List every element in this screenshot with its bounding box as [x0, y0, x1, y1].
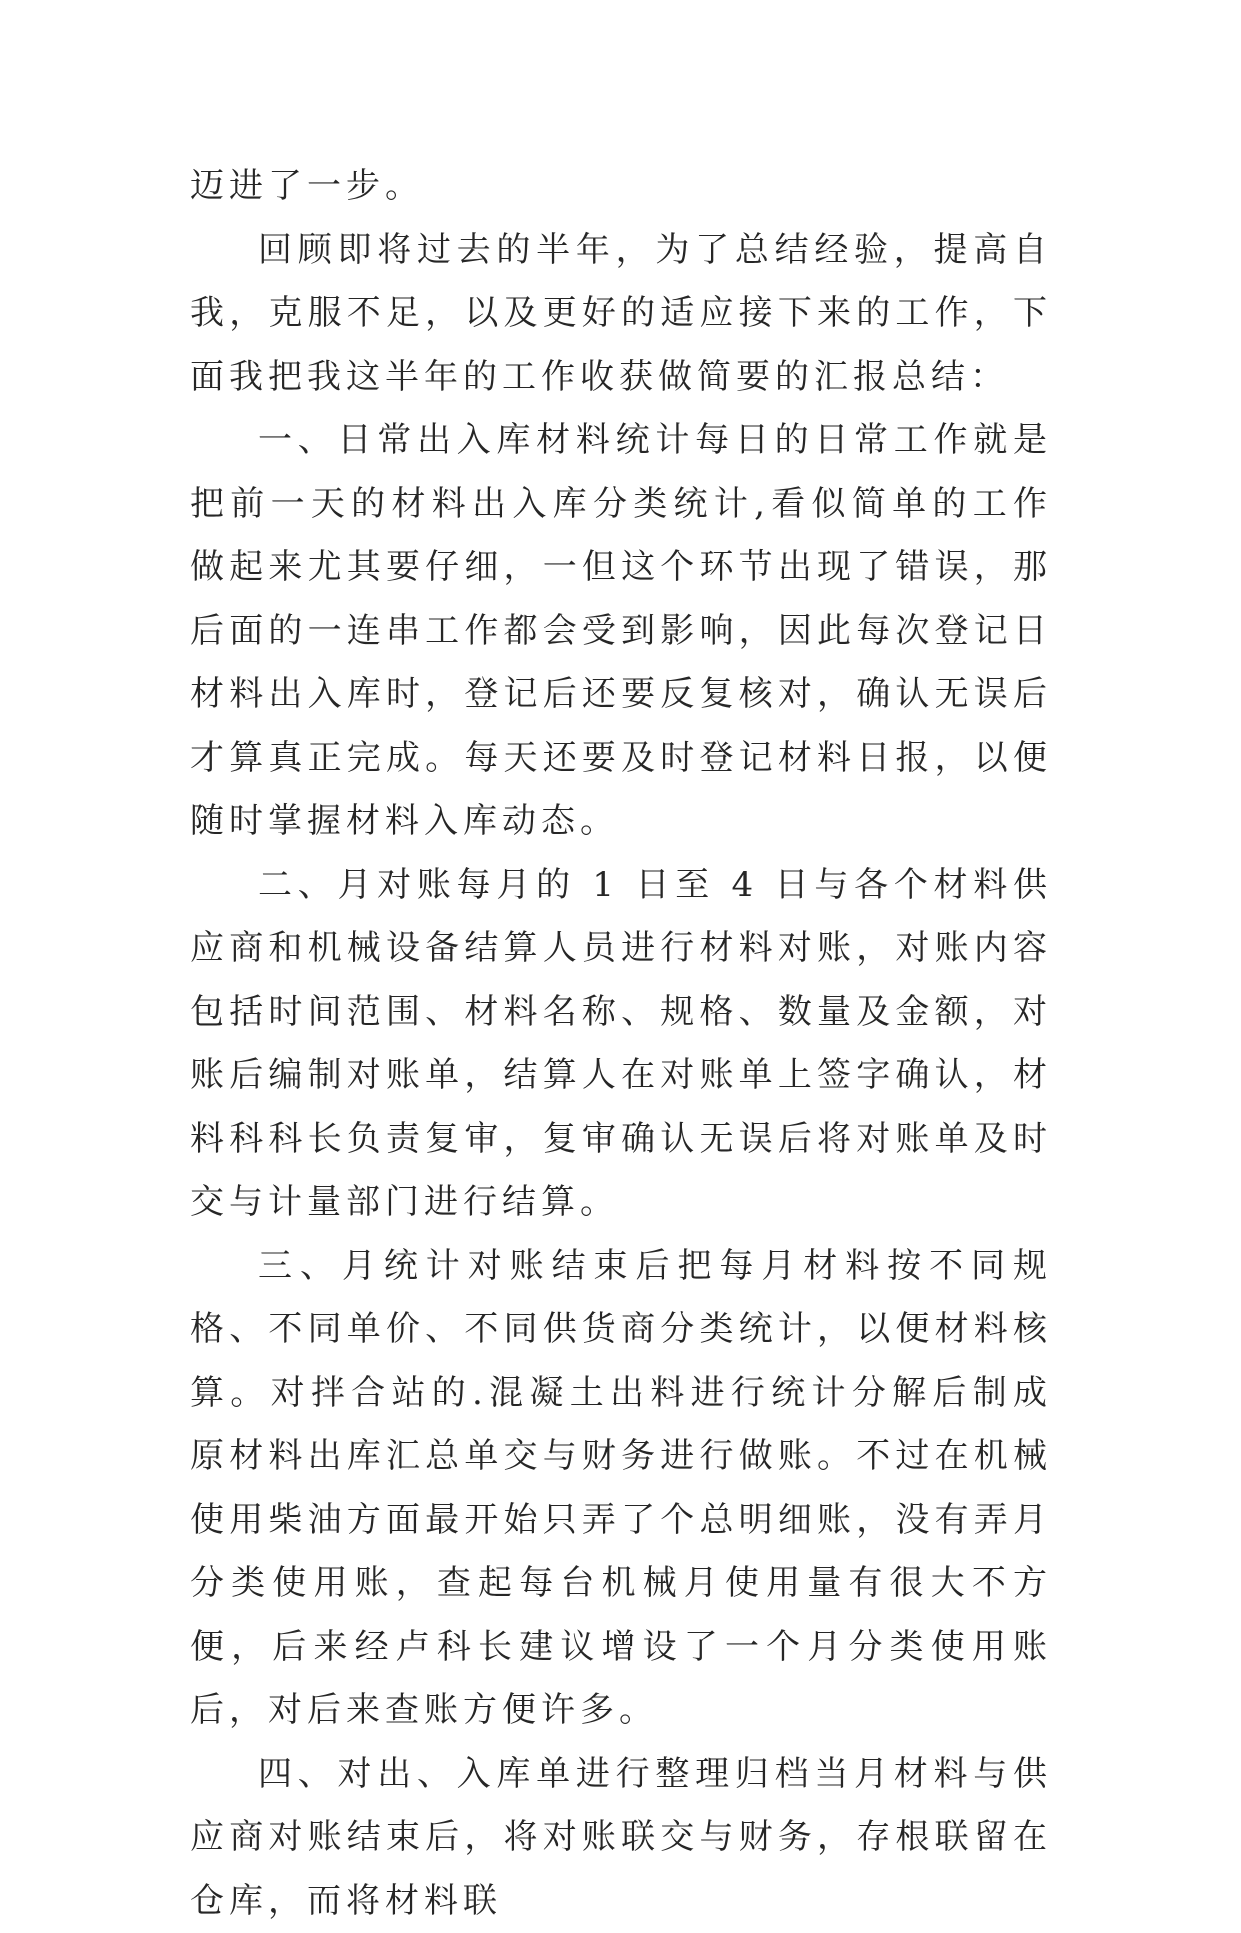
paragraph-section-1: 一、日常出入库材料统计每日的日常工作就是把前一天的材料出入库分类统计,看似简单的工作做起来尤其要仔细，一但这个环节出现了错误，那后面的一连串工作都会受到影响，因此每次登记日材料出入库时，登记后还要反复核对，确认无误后才算真正完成。每天还要及时登记材料日报，以便随时掌握材料入库动态。 [190, 409, 1052, 854]
paragraph-section-2: 二、月对账每月的 1 日至 4 日与各个材料供应商和机械设备结算人员进行材料对账，对账内容包括时间范围、材料名称、规格、数量及金额，对账后编制对账单，结算人在对账单上签字确认，材料科科长负责复审，复审确认无误后将对账单及时交与计量部门进行结算。 [190, 854, 1052, 1235]
paragraph-continuation: 迈进了一步。 [190, 155, 1052, 219]
paragraph-section-3: 三、月统计对账结束后把每月材料按不同规格、不同单价、不同供货商分类统计，以便材料核算。对拌合站的.混凝土出料进行统计分解后制成原材料出库汇总单交与财务进行做账。不过在机械使用柴油方面最开始只弄了个总明细账，没有弄月分类使用账，查起每台机械月使用量有很大不方便，后来经卢科长建议增设了一个月分类使用账后，对后来查账方便许多。 [190, 1235, 1052, 1743]
document-body [190, 155, 1052, 1933]
paragraph-intro: 回顾即将过去的半年，为了总结经验，提高自我，克服不足，以及更好的适应接下来的工作，下面我把我这半年的工作收获做简要的汇报总结： [190, 219, 1052, 410]
paragraph-section-4: 四、对出、入库单进行整理归档当月材料与供应商对账结束后，将对账联交与财务，存根联留在仓库，而将材料联 [190, 1743, 1052, 1933]
